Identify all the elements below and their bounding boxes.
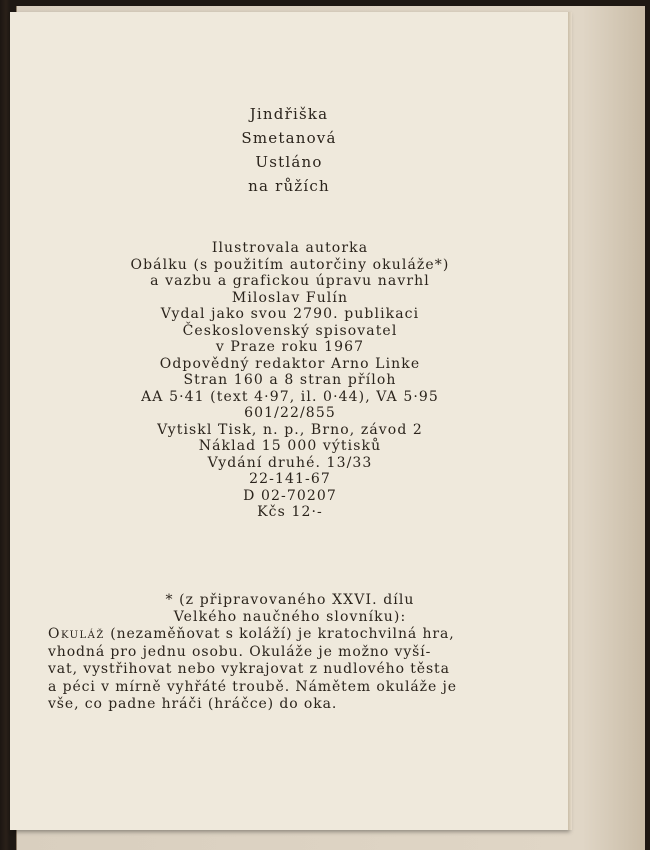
imprint-line: Miloslav Fulín bbox=[231, 289, 349, 306]
imprint-line: Vydání druhé. 13/33 bbox=[207, 454, 373, 471]
footnote-heading-line1: * (z připravovaného XXVI. dílu bbox=[165, 592, 415, 608]
footnote-line bbox=[48, 626, 528, 644]
imprint-line: Vytiskl Tisk, n. p., Brno, závod 2 bbox=[157, 421, 423, 438]
book-title-line1: Ustláno bbox=[255, 153, 323, 171]
footnote-text: (nezaměňovat s koláží) je kratochvilná hra, bbox=[110, 626, 455, 642]
imprint-line: 22-141-67 bbox=[249, 471, 331, 487]
imprint-line: Náklad 15 000 výtisků bbox=[198, 438, 382, 454]
footnote-line: vat, vystřihovat nebo vykrajovat z nudlového těsta bbox=[48, 661, 450, 677]
footnote-heading bbox=[90, 592, 490, 626]
imprint-block bbox=[90, 240, 490, 521]
imprint-line: 601/22/855 bbox=[244, 405, 336, 421]
footnote-line: vše, co padne hráči (hráčce) do oka. bbox=[48, 696, 338, 712]
imprint-line: Obálku (s použitím autorčiny okuláže*) bbox=[130, 256, 450, 273]
book-title-line2: na růžích bbox=[248, 177, 330, 195]
imprint-line: Československý spisovatel bbox=[182, 322, 398, 339]
imprint-line: Ilustrovala autorka bbox=[211, 240, 369, 256]
footnote-body bbox=[48, 626, 528, 714]
author-first-name: Jindřiška bbox=[249, 105, 329, 123]
imprint-line: Odpovědný redaktor Arno Linke bbox=[159, 355, 421, 372]
author-last-name: Smetanová bbox=[241, 129, 337, 147]
imprint-line: v Praze roku 1967 bbox=[215, 339, 365, 355]
book-page bbox=[10, 12, 568, 830]
imprint-line: D 02-70207 bbox=[243, 487, 337, 504]
footnote-heading-line2: Velkého naučného slovníku): bbox=[173, 609, 407, 625]
title-block bbox=[10, 102, 568, 198]
footnote-line: a péci v mírně vyhřáté troubě. Námětem okuláže je bbox=[48, 678, 457, 695]
imprint-line: Kčs 12·- bbox=[257, 504, 323, 520]
footnote-term: Okuláž bbox=[48, 626, 105, 642]
footnote-line: vhodná pro jednu osobu. Okuláže je možno vyší- bbox=[48, 643, 432, 660]
imprint-line: Vydal jako svou 2790. publikaci bbox=[160, 306, 420, 322]
imprint-line: a vazbu a grafickou úpravu navrhl bbox=[150, 273, 430, 289]
imprint-line: AA 5·41 (text 4·97, il. 0·44), VA 5·95 bbox=[141, 388, 439, 405]
imprint-line: Stran 160 a 8 stran příloh bbox=[183, 372, 397, 388]
page-edge bbox=[568, 12, 572, 830]
